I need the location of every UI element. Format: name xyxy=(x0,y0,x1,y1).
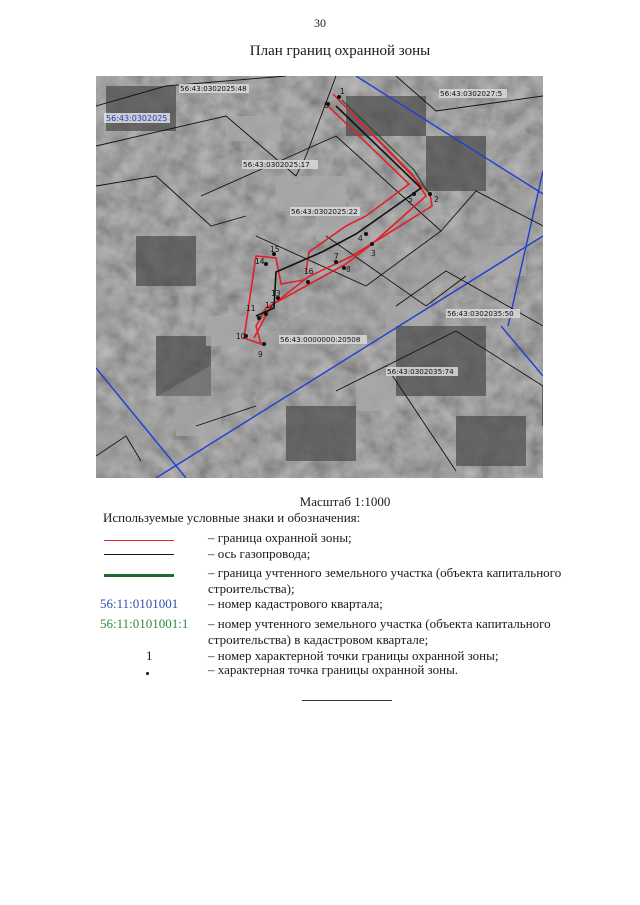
map-scale: Масштаб 1:1000 xyxy=(299,494,391,509)
red-line-symbol xyxy=(104,540,174,541)
black-line-symbol xyxy=(104,554,174,555)
point-number: 5 xyxy=(408,195,413,204)
point-number: 11 xyxy=(246,304,256,313)
point-number: 14 xyxy=(255,257,265,266)
end-rule xyxy=(302,700,392,701)
point-number: 1 xyxy=(340,87,345,96)
legend-text: – характерная точка границы охранной зоны. xyxy=(208,662,459,677)
point-number: 15 xyxy=(270,245,280,254)
point-number: 6 xyxy=(324,101,329,110)
point-number: 9 xyxy=(258,350,263,359)
legend-text: – граница охранной зоны; xyxy=(208,530,352,545)
legend-text: – ось газопровода; xyxy=(208,546,311,561)
point-dot-symbol xyxy=(146,672,149,675)
point-number: 10 xyxy=(236,332,246,341)
legend-item-point xyxy=(100,662,600,680)
legend-heading: Используемые условные знаки и обозначения: xyxy=(103,510,361,525)
parcel-label: 56:43:0302035:50 xyxy=(447,309,514,318)
parcel-label: 56:43:0302027:5 xyxy=(440,89,503,98)
legend-text: – номер кадастрового квартала; xyxy=(208,596,383,611)
page-number: 30 xyxy=(314,16,326,30)
cadastral-map xyxy=(96,76,543,478)
point-number: 2 xyxy=(434,195,439,204)
legend-item-parcel-number xyxy=(100,616,600,650)
quarter-code-symbol: 56:11:0101001 xyxy=(100,596,179,611)
point-number: 13 xyxy=(271,289,281,298)
parcel-label: 56:43:0302025:22 xyxy=(291,207,358,216)
quarter-label: 56:43:0302025 xyxy=(106,114,168,123)
legend-text: – номер учтенного земельного участка (объекта капитального строительства) в кадастровом квартале; xyxy=(208,616,551,647)
legend-text: – граница учтенного земельного участка (объекта капитального строительства); xyxy=(208,565,562,596)
parcel-label: 56:43:0302035:74 xyxy=(387,367,454,376)
parcel-label: 56:43:0000000:20508 xyxy=(280,335,361,344)
point-number: 12 xyxy=(265,301,275,310)
point-number: 7 xyxy=(334,252,339,261)
point-number: 16 xyxy=(304,267,314,276)
legend-text: – номер характерной точки границы охранной зоны; xyxy=(208,648,499,663)
legend-item-quarter-number xyxy=(100,596,600,614)
point-number-symbol: 1 xyxy=(146,648,153,663)
legend-item-parcel-boundary xyxy=(100,565,600,599)
legend-item-pipeline xyxy=(100,546,600,564)
parcel-label: 56:43:0302025:48 xyxy=(180,84,247,93)
point-number: 8 xyxy=(346,265,351,274)
parcel-code-symbol: 56:11:0101001:1 xyxy=(100,616,189,631)
parcel-label: 56:43:0302025:17 xyxy=(243,160,310,169)
green-line-symbol xyxy=(104,574,174,577)
page-title: План границ охранной зоны xyxy=(249,43,431,59)
point-number: 3 xyxy=(371,249,376,258)
point-number: 4 xyxy=(358,234,363,243)
